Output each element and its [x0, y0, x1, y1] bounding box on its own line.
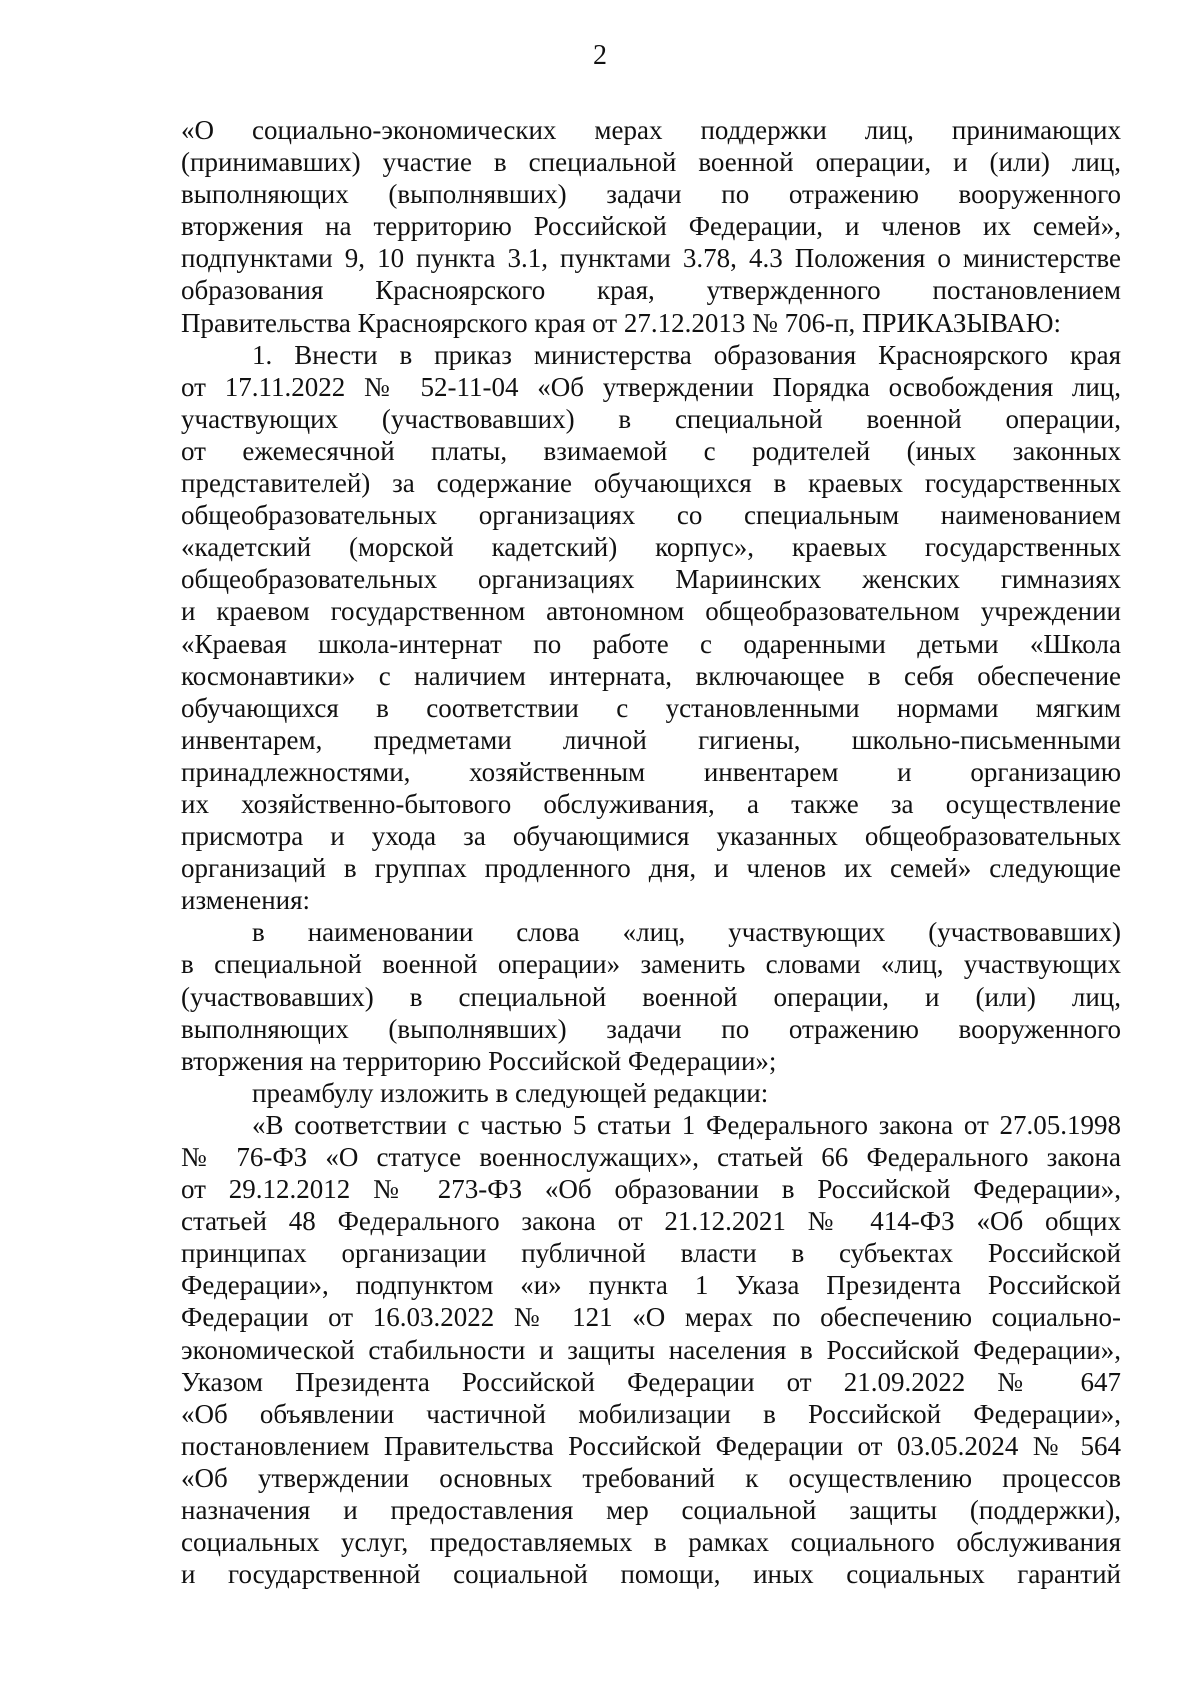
- text-line: «Об утверждении основных требований к осуществлению процессов: [181, 1462, 1121, 1493]
- text-line: экономической стабильности и защиты населения в Российской Федерации»,: [181, 1334, 1121, 1365]
- text-line: «Об объявлении частичной мобилизации в Российской Федерации»,: [181, 1398, 1121, 1429]
- text-line: выполняющих (выполнявших) задачи по отражению вооруженного: [181, 1013, 1121, 1044]
- text-line: принадлежностями, хозяйственным инвентарем и организацию: [181, 756, 1121, 787]
- text-line: изменения:: [181, 885, 311, 916]
- text-line: общеобразовательных организациях со специальным наименованием: [181, 500, 1121, 531]
- text-line: представителей) за содержание обучающихся в краевых государственных: [181, 468, 1121, 499]
- text-line: «Краевая школа-интернат по работе с одаренными детьми «Школа: [181, 628, 1121, 659]
- text-line: инвентарем, предметами личной гигиены, школьно-письменными: [181, 724, 1121, 755]
- text-line: № 76-ФЗ «О статусе военнослужащих», статьей 66 Федерального закона: [181, 1142, 1121, 1172]
- text-line: выполняющих (выполнявших) задачи по отражению вооруженного: [181, 179, 1121, 210]
- text-line: от ежемесячной платы, взимаемой с родителей (иных законных: [181, 435, 1121, 466]
- text-line: «В соответствии с частью 5 статьи 1 Федерального закона от 27.05.1998: [252, 1109, 1121, 1140]
- text-line: Федерации», подпунктом «и» пункта 1 Указа Президента Российской: [181, 1270, 1121, 1301]
- text-line: 1. Внести в приказ министерства образования Красноярского края: [252, 339, 1121, 370]
- text-line: обучающихся в соответствии с установленными нормами мягким: [181, 692, 1121, 723]
- text-line: принципах организации публичной власти в субъектах Российской: [181, 1238, 1121, 1269]
- text-line: от 17.11.2022 № 52-11-04 «Об утверждении Порядка освобождения лиц,: [181, 371, 1121, 402]
- text-line: их хозяйственно-бытового обслуживания, а также за осуществление: [181, 788, 1121, 819]
- text-line: Указом Президента Российской Федерации от 21.09.2022 № 647: [181, 1366, 1121, 1397]
- text-line: подпунктами 9, 10 пункта 3.1, пунктами 3.78, 4.3 Положения о министерстве: [181, 243, 1121, 274]
- text-line: и государственной социальной помощи, иных социальных гарантий: [181, 1559, 1121, 1590]
- text-line: космонавтики» с наличием интерната, включающее в себя обеспечение: [181, 660, 1121, 691]
- text-line: участвующих (участвовавших) в специальной военной операции,: [181, 403, 1121, 434]
- text-line: (участвовавших) в специальной военной операции, и (или) лиц,: [181, 981, 1121, 1012]
- text-line: образования Красноярского края, утвержденного постановлением: [181, 275, 1121, 306]
- text-line: статьей 48 Федерального закона от 21.12.2021 № 414-ФЗ «Об общих: [181, 1206, 1121, 1237]
- text-line: от 29.12.2012 № 273-ФЗ «Об образовании в Российской Федерации»,: [181, 1174, 1121, 1205]
- document-body: [181, 114, 1121, 1590]
- text-line: в наименовании слова «лиц, участвующих (участвовавших): [252, 917, 1121, 948]
- text-line: Федерации от 16.03.2022 № 121 «О мерах по обеспечению социально-: [181, 1302, 1121, 1333]
- text-line: постановлением Правительства Российской Федерации от 03.05.2024 № 564: [181, 1430, 1121, 1461]
- text-line: «кадетский (морской кадетский) корпус», краевых государственных: [181, 532, 1121, 563]
- text-line: присмотра и ухода за обучающимися указанных общеобразовательных: [181, 821, 1121, 852]
- text-line: организаций в группах продленного дня, и членов их семей» следующие: [181, 853, 1121, 884]
- text-line: вторжения на территорию Российской Федерации»;: [181, 1045, 777, 1076]
- text-line: общеобразовательных организациях Мариинских женских гимназиях: [181, 564, 1121, 595]
- text-line: Правительства Красноярского края от 27.12.2013 № 706-п, ПРИКАЗЫВАЮ:: [181, 307, 1062, 338]
- page-number: 2: [593, 40, 607, 71]
- text-line: (принимавших) участие в специальной военной операции, и (или) лиц,: [181, 147, 1121, 178]
- text-line: назначения и предоставления мер социальной защиты (поддержки),: [181, 1495, 1121, 1526]
- text-line: в специальной военной операции» заменить словами «лиц, участвующих: [181, 949, 1121, 980]
- text-line: «О социально-экономических мерах поддержки лиц, принимающих: [181, 115, 1121, 145]
- text-line: преамбулу изложить в следующей редакции:: [252, 1077, 769, 1108]
- text-line: социальных услуг, предоставляемых в рамках социального обслуживания: [181, 1527, 1121, 1558]
- text-line: вторжения на территорию Российской Федерации, и членов их семей»,: [181, 211, 1121, 242]
- text-line: и краевом государственном автономном общеобразовательном учреждении: [181, 596, 1121, 627]
